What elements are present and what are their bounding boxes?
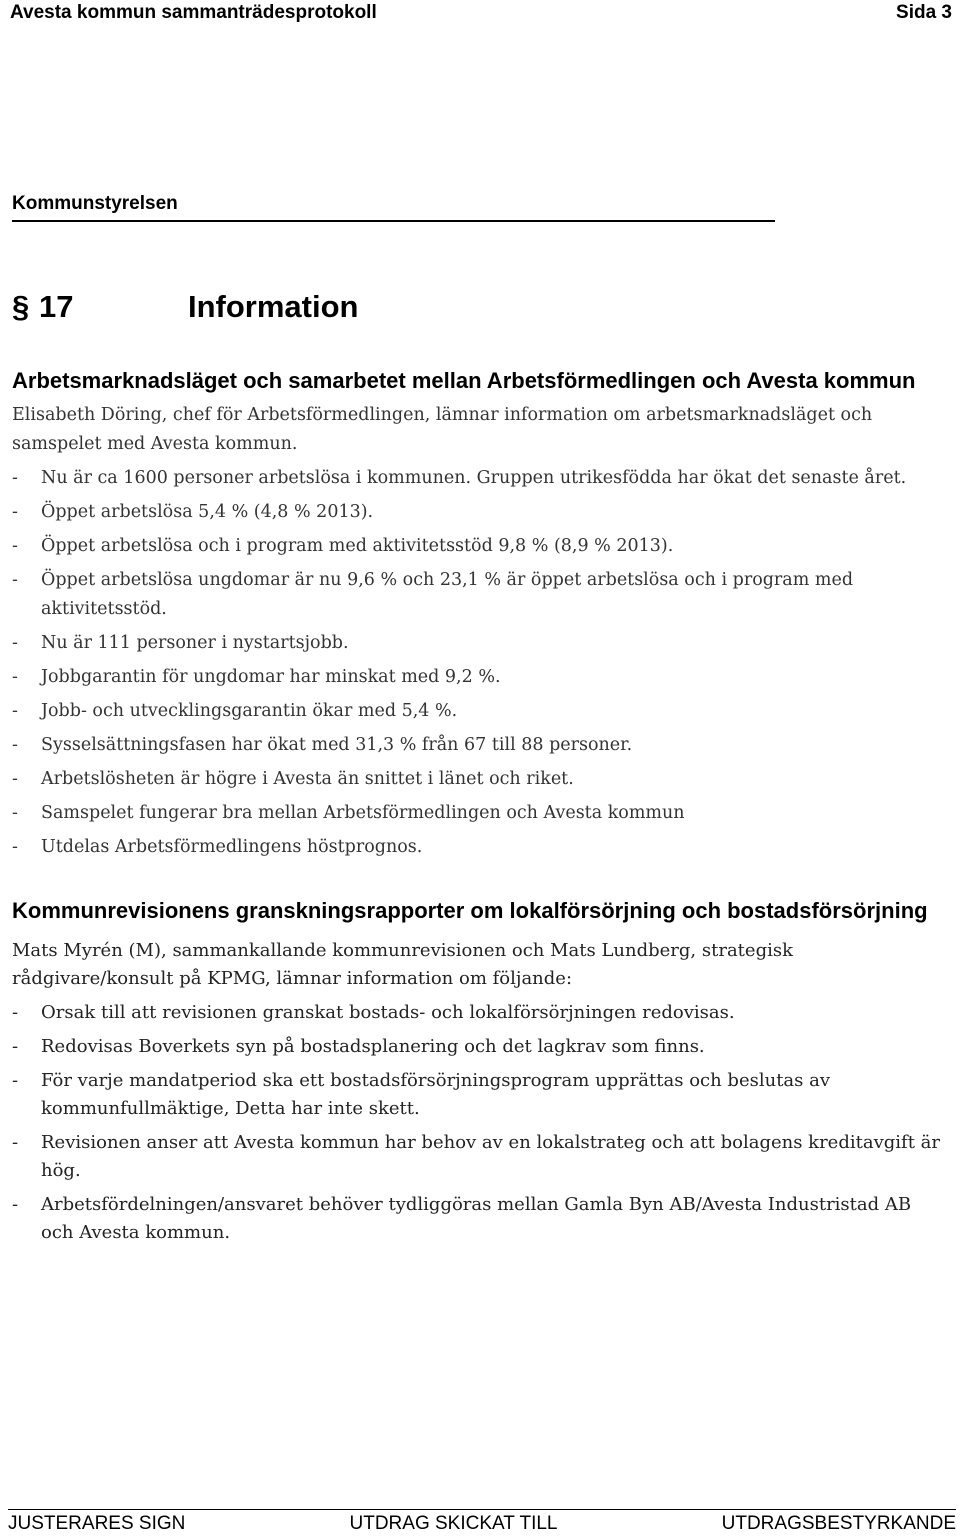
section-symbol: § [12, 289, 30, 324]
agenda-item-audit-reports [12, 896, 947, 1247]
list-item [12, 765, 947, 794]
document-title: Avesta kommun sammanträdesprotokoll [10, 2, 377, 23]
agenda-item-labour-market [12, 366, 947, 862]
list-item [12, 731, 947, 760]
list-item [12, 566, 947, 624]
list-item [12, 833, 947, 862]
list-item-text: Öppet arbetslösa 5,4 % (4,8 % 2013). [41, 502, 374, 522]
footer-certification-label: UTDRAGSBESTYRKANDE [721, 1512, 956, 1534]
list-item-text: Öppet arbetslösa ungdomar är nu 9,6 % och 23,1 % är öppet arbetslösa och i program med aktivitetsstöd. [41, 570, 854, 619]
list-item-text: Redovisas Boverkets syn på bostadsplanering och det lagkrav som finns. [41, 1036, 705, 1057]
bullet-dash: - [12, 837, 18, 857]
bullet-dash: - [12, 735, 18, 755]
bullet-list [12, 464, 947, 862]
protocol-content [12, 366, 947, 1247]
list-item-text: Samspelet fungerar bra mellan Arbetsförmedlingen och Avesta kommun [41, 803, 685, 823]
board-name: Kommunstyrelsen [12, 193, 775, 222]
list-item [12, 1033, 947, 1061]
list-item-text: För varje mandatperiod ska ett bostadsförsörjningsprogram upprättas och beslutas av kommunfullmäktige, Detta har inte skett. [41, 1070, 831, 1119]
bullet-dash: - [12, 803, 18, 823]
list-item-text: Orsak till att revisionen granskat bostads- och lokalförsörjningen redovisas. [41, 1002, 735, 1023]
list-item-text: Utdelas Arbetsförmedlingens höstprognos. [41, 837, 423, 857]
list-item-text: Sysselsättningsfasen har ökat med 31,3 % från 67 till 88 personer. [41, 735, 633, 755]
list-item [12, 629, 947, 658]
bullet-dash: - [12, 502, 18, 522]
bullet-dash: - [12, 468, 18, 488]
list-item [12, 697, 947, 726]
footer-signature-label: JUSTERARES SIGN [8, 1512, 186, 1534]
bullet-dash: - [12, 1132, 19, 1153]
list-item-text: Jobbgarantin för ungdomar har minskat med 9,2 %. [41, 667, 501, 687]
list-item-text: Nu är 111 personer i nystartsjobb. [41, 633, 349, 653]
list-item [12, 999, 947, 1027]
list-item-text: Jobb- och utvecklingsgarantin ökar med 5,4 %. [41, 701, 458, 721]
list-item-text: Nu är ca 1600 personer arbetslösa i kommunen. Gruppen utrikesfödda har ökat det senaste året. [41, 468, 907, 488]
list-item-text: Arbetslösheten är högre i Avesta än snittet i länet och riket. [41, 769, 574, 789]
item-intro: Mats Myrén (M), sammankallande kommunrevisionen och Mats Lundberg, strategisk rådgivare/konsult på KPMG, lämnar information om följande: [12, 940, 793, 989]
list-item [12, 1129, 947, 1185]
list-item-text: Öppet arbetslösa och i program med aktivitetsstöd 9,8 % (8,9 % 2013). [41, 536, 674, 556]
list-item [12, 799, 947, 828]
bullet-dash: - [12, 1036, 19, 1057]
page-footer [8, 1509, 956, 1537]
bullet-dash: - [12, 536, 18, 556]
bullet-dash: - [12, 769, 18, 789]
list-item [12, 464, 947, 493]
bullet-dash: - [12, 570, 18, 590]
bullet-dash: - [12, 1194, 19, 1215]
page-header [10, 0, 952, 26]
list-item [12, 1191, 947, 1247]
item-heading: Kommunrevisionens granskningsrapporter om lokalförsörjning och bostadsförsörjning [12, 898, 928, 923]
section-title: Information [188, 289, 359, 324]
list-item-text: Revisionen anser att Avesta kommun har behov av en lokalstrateg och att bolagens kreditavgift är hög. [41, 1132, 940, 1181]
section-heading [12, 289, 359, 325]
item-intro: Elisabeth Döring, chef för Arbetsförmedlingen, lämnar information om arbetsmarknadsläget och samspelet med Avesta kommun. [12, 405, 873, 454]
footer-sent-label: UTDRAG SKICKAT TILL [349, 1512, 558, 1534]
bullet-dash: - [12, 1002, 19, 1023]
bullet-dash: - [12, 633, 18, 653]
bullet-list [12, 999, 947, 1247]
list-item [12, 498, 947, 527]
item-heading: Arbetsmarknadsläget och samarbetet mellan Arbetsförmedlingen och Avesta kommun [12, 368, 916, 393]
list-item [12, 663, 947, 692]
page-number: Sida 3 [896, 2, 952, 23]
bullet-dash: - [12, 1070, 19, 1091]
list-item [12, 1067, 947, 1123]
bullet-dash: - [12, 701, 18, 721]
bullet-dash: - [12, 667, 18, 687]
list-item-text: Arbetsfördelningen/ansvaret behöver tydliggöras mellan Gamla Byn AB/Avesta Industristad AB och Avesta kommun. [41, 1194, 912, 1243]
section-number: 17 [39, 289, 74, 324]
list-item [12, 532, 947, 561]
